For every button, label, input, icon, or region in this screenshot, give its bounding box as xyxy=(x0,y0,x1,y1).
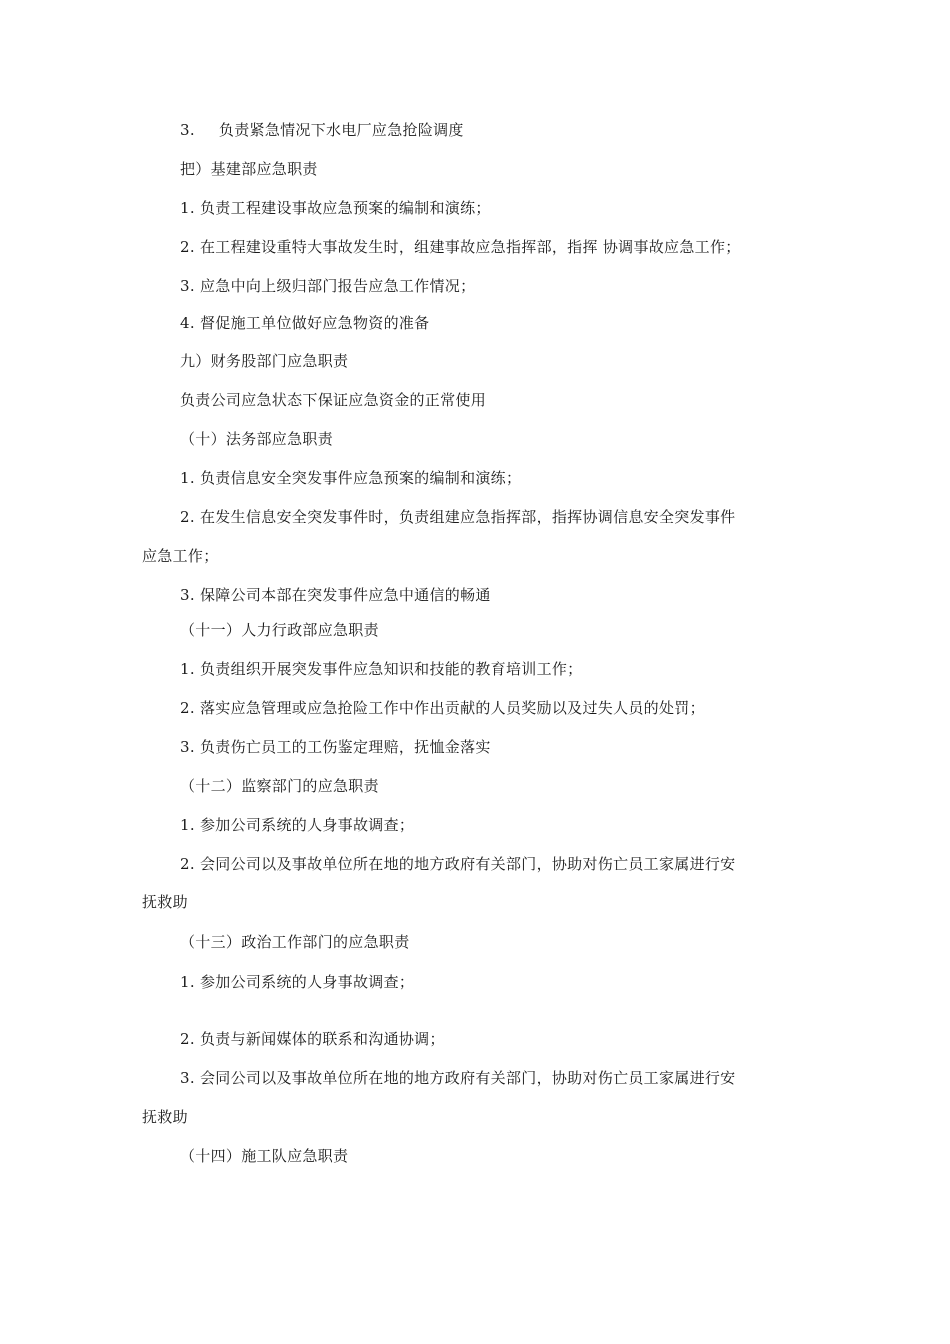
text-line: 4. 督促施工单位做好应急物资的准备 xyxy=(180,314,430,332)
text-line: 1. 参加公司系统的人身事故调查； xyxy=(180,973,415,991)
text-line: 1. 负责组织开展突发事件应急知识和技能的教育培训工作； xyxy=(180,660,583,678)
text-line: 3. 负责伤亡员工的工伤鉴定理赔，抚恤金落实 xyxy=(180,738,491,756)
text-line: 应急工作； xyxy=(142,547,219,565)
section-heading: （十一）人力行政部应急职责 xyxy=(180,621,379,639)
section-heading: （十）法务部应急职责 xyxy=(180,430,334,448)
section-heading: （十三）政治工作部门的应急职责 xyxy=(180,933,410,951)
text-line: 3. 负责紧急情况下水电厂应急抢险调度 xyxy=(180,121,464,139)
section-heading: （十四）施工队应急职责 xyxy=(180,1147,349,1165)
text-line: 2. 在工程建设重特大事故发生时，组建事故应急指挥部，指挥 协调事故应急工作； xyxy=(180,238,741,256)
section-heading: 把）基建部应急职责 xyxy=(180,160,318,178)
text-line: 2. 负责与新闻媒体的联系和沟通协调； xyxy=(180,1030,445,1048)
text-line: 3. 应急中向上级归部门报告应急工作情况； xyxy=(180,277,476,295)
text-line: 1. 负责信息安全突发事件应急预案的编制和演练； xyxy=(180,469,522,487)
text-line: 抚救助 xyxy=(142,893,188,911)
text-line: 抚救助 xyxy=(142,1108,188,1126)
section-heading: （十二）监察部门的应急职责 xyxy=(180,777,379,795)
text-line: 1. 参加公司系统的人身事故调查； xyxy=(180,816,415,834)
text-line: 2. 会同公司以及事故单位所在地的地方政府有关部门，协助对伤亡员工家属进行安 xyxy=(180,855,736,873)
text-line: 3. 会同公司以及事故单位所在地的地方政府有关部门，协助对伤亡员工家属进行安 xyxy=(180,1069,736,1087)
text-line: 2. 落实应急管理或应急抢险工作中作出贡献的人员奖励以及过失人员的处罚； xyxy=(180,699,705,717)
section-heading: 九）财务股部门应急职责 xyxy=(180,352,349,370)
text-line: 2. 在发生信息安全突发事件时，负责组建应急指挥部，指挥协调信息安全突发事件 xyxy=(180,508,736,526)
text-line: 1. 负责工程建设事故应急预案的编制和演练； xyxy=(180,199,491,217)
text-line: 3. 保障公司本部在突发事件应急中通信的畅通 xyxy=(180,586,491,604)
text-line: 负责公司应急状态下保证应急资金的正常使用 xyxy=(180,391,487,409)
